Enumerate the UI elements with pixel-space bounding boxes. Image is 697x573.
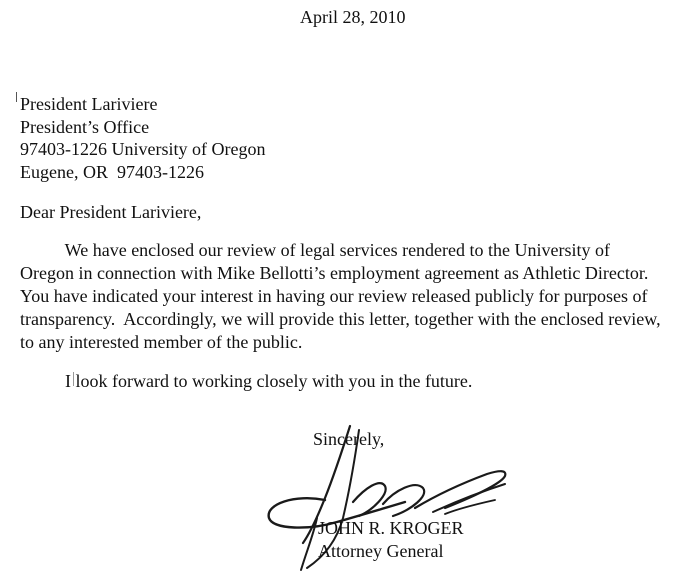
signer-name: JOHN R. KROGER [318,518,464,538]
paragraph-1-line-1: We have enclosed our review of legal services rendered to the University of [20,240,611,260]
letter-date: April 28, 2010 [300,7,406,27]
paragraph-1-line-5: to any interested member of the public. [20,332,303,352]
address-line-city: Eugene, OR 97403-1226 [20,162,204,182]
scan-mark [16,92,17,102]
paragraph-2: I look forward to working closely with you in the future. [20,371,473,391]
address-line-name: President Lariviere [20,94,158,114]
closing: Sincerely, [313,429,385,449]
signer-title: Attorney General [318,541,444,561]
paragraph-1-line-2: Oregon in connection with Mike Bellotti’s employment agreement as Athletic Director. [20,263,649,283]
salutation: Dear President Lariviere, [20,202,202,222]
paragraph-1-line-4: transparency. Accordingly, we will provide this letter, together with the enclosed review, [20,309,661,329]
paragraph-1-line-3: You have indicated your interest in having our review released publicly for purposes of [20,286,648,306]
address-line-office: President’s Office [20,117,150,137]
address-line-university: 97403-1226 University of Oregon [20,139,266,159]
